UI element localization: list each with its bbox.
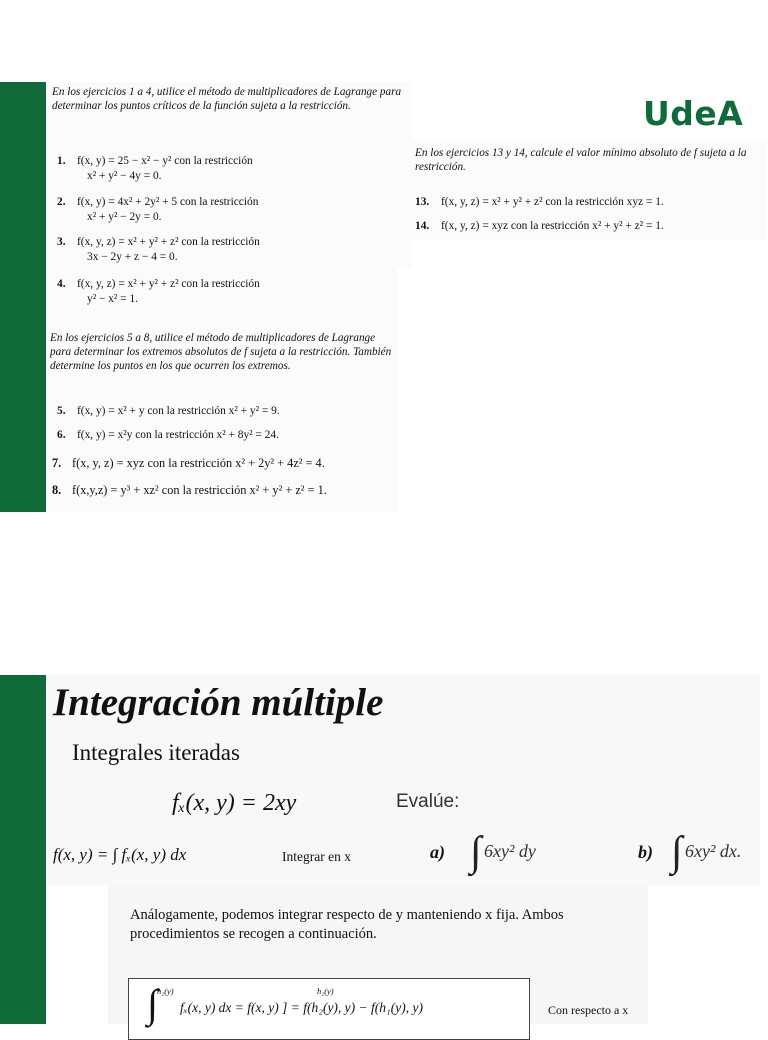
exercise-3 (57, 235, 260, 265)
exercise-number: 3. (57, 236, 66, 248)
integrate-in-x-note: Integrar en x (282, 849, 351, 864)
section1-intro: En los ejercicios 1 a 4, utilice el método de multiplicadores de Lagrange para determinar los puntos críticos de la función sujeta a la restricción. (52, 86, 402, 113)
exercise-8 (52, 483, 327, 498)
exercise-4 (57, 277, 260, 307)
exercise-text: f(x, y, z) = xyz con la restricción x² + 2y² + 4z² = 4. (72, 456, 325, 470)
exercise-number: 2. (57, 196, 66, 208)
integration-subtitle: Integrales iteradas (72, 740, 240, 765)
iterated-integral-formula: fₓ(x, y) dx = f(x, y) ] = f(h₂(y), y) − f(h₁(y), y) (180, 1000, 423, 1015)
analog-paragraph: Análogamente, podemos integrar respecto de y manteniendo x fija. Ambos procedimientos se recogen a continuación. (130, 907, 564, 942)
exercise-number: 7. (52, 456, 62, 470)
integral-sign-icon: ∫ (470, 829, 482, 875)
exercise-5 (57, 404, 280, 419)
exercise-text: f(x,y,z) = y³ + xz² con la restricción x² + y² + z² = 1. (72, 483, 327, 497)
exercise-14 (415, 219, 664, 234)
exercise-13 (415, 195, 664, 210)
part-b-label: b) (638, 842, 653, 862)
exercise-7 (52, 456, 325, 471)
part-a-expression: 6xy² dy (484, 841, 536, 861)
part-b-expression: 6xy² dx. (685, 841, 742, 861)
exercise-number: 4. (57, 278, 66, 290)
part-a-label: a) (430, 842, 445, 862)
evaluate-label: Evalúe: (396, 791, 460, 812)
exercise-text: f(x, y, z) = xyz con la restricción x² + y² + z² = 1. (441, 220, 664, 232)
respect-to-x-note: Con respecto a x (548, 1003, 629, 1017)
exercise-1 (57, 154, 253, 184)
exercise-line-2: x² + y² − 2y = 0. (87, 211, 162, 223)
green-side-bar-top (0, 82, 46, 512)
exercise-2 (57, 195, 258, 225)
exercise-number: 1. (57, 155, 66, 167)
partial-derivative-formula: fₓ(x, y) = 2xy (172, 790, 297, 816)
evaluation-upper-limit: h₂(y) (317, 986, 334, 996)
exercise-line: f(x, y) = 4x² + 2y² + 5 con la restricción (77, 196, 259, 208)
udea-logo: UdeA (643, 94, 744, 133)
integral-of-partial: f(x, y) = ∫ fₓ(x, y) dx (53, 845, 187, 864)
exercise-text: f(x, y) = x² + y con la restricción x² + y² = 9. (77, 405, 280, 417)
integral-sign-icon: ∫ (671, 829, 683, 875)
exercise-line: f(x, y) = 25 − x² − y² con la restricción (77, 155, 253, 167)
exercise-line: f(x, y, z) = x² + y² + z² con la restricción (77, 278, 260, 290)
exercise-line-2: 3x − 2y + z − 4 = 0. (87, 251, 178, 263)
exercise-line-2: y² − x² = 1. (87, 293, 139, 305)
exercise-number: 8. (52, 483, 62, 497)
exercise-text: f(x, y, z) = x² + y² + z² con la restricción xyz = 1. (441, 196, 664, 208)
exercise-text: f(x, y) = x²y con la restricción x² + 8y² = 24. (77, 429, 279, 441)
exercise-number: 6. (57, 429, 66, 441)
exercise-6 (57, 428, 279, 443)
integral-sign-icon: ∫ (147, 981, 158, 1026)
green-side-bar-bottom (0, 675, 46, 1024)
integral-upper-limit: h₂(y) (157, 986, 174, 996)
exercise-number: 5. (57, 405, 66, 417)
exercise-line-2: x² + y² − 4y = 0. (87, 170, 162, 182)
exercise-number: 14. (415, 220, 430, 232)
exercise-line: f(x, y, z) = x² + y² + z² con la restricción (77, 236, 260, 248)
section3-intro: En los ejercicios 13 y 14, calcule el valor mínimo absoluto de f sujeta a la restricción. (415, 147, 747, 174)
section2-intro: En los ejercicios 5 a 8, utilice el método de multiplicadores de Lagrange para determinar los extremos absolutos de f sujeta a la restricción. También determine los puntos en los que ocurren los extremos. (50, 332, 392, 373)
integration-title: Integración múltiple (53, 681, 384, 724)
exercise-number: 13. (415, 196, 430, 208)
